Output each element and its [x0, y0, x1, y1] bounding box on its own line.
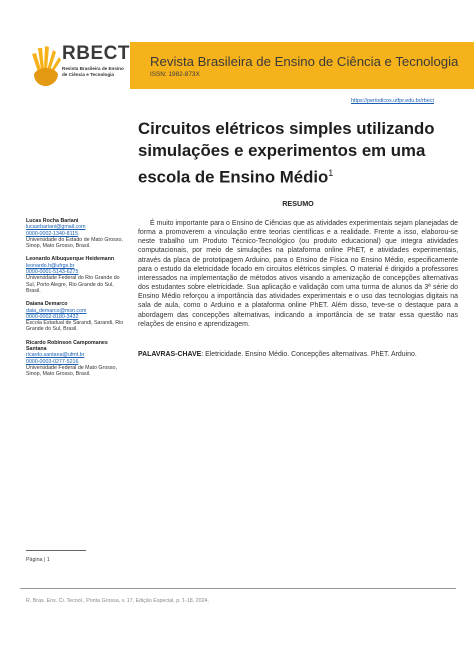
journal-url-link[interactable]: https://periodicos.utfpr.edu.br/rbect: [350, 98, 434, 104]
footer-divider: [20, 588, 456, 589]
keywords-label: PALAVRAS-CHAVE: [138, 351, 202, 358]
author-name: Leonardo Albuquerque Heidemann: [26, 256, 115, 263]
abstract-heading: RESUMO: [282, 199, 314, 208]
author-orcid-link[interactable]: 0000-0003-0277-5216: [26, 358, 79, 365]
author-block: [26, 218, 126, 249]
author-block: [26, 256, 126, 294]
author-institution: Universidade do Estado de Mato Grosso, Sinop, Mato Grosso, Brasil.: [26, 236, 123, 250]
page-number: Página | 1: [26, 557, 50, 563]
author-institution: Universidade Federal do Rio Grande do Sul, Porto Alegre, Rio Grande do Sul, Brasil.: [26, 275, 120, 294]
logo-name: RBECT: [62, 43, 130, 64]
journal-title: Revista Brasileira de Ensino de Ciência e Tecnologia: [150, 54, 459, 69]
issn: ISSN: 1982-873X: [150, 71, 200, 78]
author-name: Lucas Rocha Bariani: [26, 218, 79, 224]
logo-subtitle: Revista Brasileira de Ensino de Ciência e Tecnologia: [62, 66, 124, 77]
article-title: [138, 118, 458, 189]
author-name: Ricardo Robinson Campomanes Santana: [26, 339, 108, 353]
sun-hands-logo-icon: [28, 42, 64, 88]
keywords-list: : Eletricidade. Ensino Médio. Concepções alternativas. PhET. Arduino.: [201, 351, 417, 358]
abstract-text: É muito importante para o Ensino de Ciências que as atividades experimentais sejam planejadas de forma a promoverem a vinculação entre teorias científicas e a realidade. Frente a isso, elaborou-se neste trabalho um Produto Técnico-Tecnológico (ou produto educacional) que integra atividades computacionais, por meio de simulações na plataforma online PhET, e atividades experimentais, através da placa de prototipagem Arduino, para o Ensino de Física no Ensino Médio, especificamente para o estudo da eletricidade focado em circuitos elétricos simples. O material é dirigido a professores interessados na implementação de métodos ativos visando a amenização de concepções alternativas dos estudantes sobre eletricidade. Sua aplicação e validação com uma turma de alunos da 3ª série do Ensino Médio reforçou a importância das atividades experimentais e o uso das tecnologias digitais na sala de aula, como o Arduino e a plataforma online PhET. Além disso, teve-se o destaque para a abordagem das concepções alternativas, indicando a importância de se tratar essa questão nas relações de ensino e aprendizagem.: [138, 220, 458, 328]
author-email-link[interactable]: ricardo.santana@ufmt.br: [26, 352, 85, 359]
journal-logo: [28, 42, 128, 92]
author-name: Daiana Demarco: [26, 301, 68, 308]
author-orcid-link[interactable]: 0000-0002-1340-8115: [26, 230, 79, 237]
article-title-text: Circuitos elétricos simples utilizando simulações e experimentos em uma escola de Ensino Médio: [138, 119, 435, 187]
author-orcid-link[interactable]: 0000-0001-5143-6275: [26, 269, 79, 276]
author-email-link[interactable]: leonardo.h@ufrgs.br: [26, 262, 75, 269]
author-email-link[interactable]: daia_demarco@msn.com: [26, 307, 87, 314]
author-orcid-link[interactable]: 0000-0002-8180-3432: [26, 313, 79, 320]
keywords: [138, 350, 458, 359]
authors-column: [26, 218, 126, 385]
footer-divider-short: [26, 550, 86, 551]
author-block: [26, 301, 126, 332]
journal-banner: [130, 42, 474, 89]
footnote-mark: 1: [328, 168, 334, 178]
author-institution: Universidade Federal de Mato Grosso, Sinop, Mato Grosso, Brasil.: [26, 364, 117, 378]
author-institution: Escola Estadual de Sarandi, Sarandi, Rio Grande do Sul, Brasil.: [26, 320, 124, 333]
author-email-link[interactable]: lucasrbariani@gmail.com: [26, 224, 86, 231]
citation-footer: R. Bras. Ens. Ci. Tecnol., Ponta Grossa, v. 17, Edição Especial, p. 1-18, 2024.: [26, 598, 209, 604]
author-block: [26, 340, 126, 378]
